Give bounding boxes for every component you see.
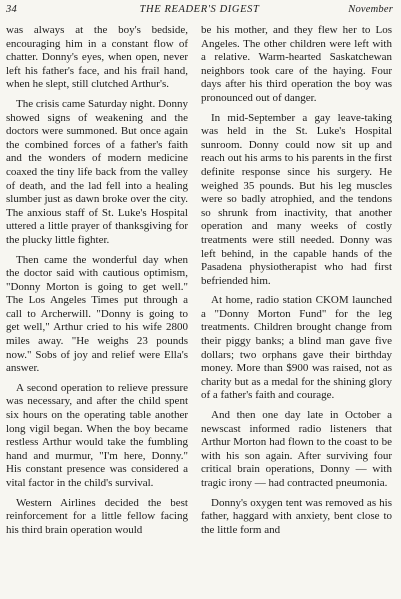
paragraph: And then one day late in October a newscast informed radio listeners that Arthur Morton had flown to the coast to be with his son again. After surviving four critical brain operations, Donny — with tragic irony — had contracted pneumonia. [201, 409, 392, 489]
left-column [6, 24, 188, 595]
paragraph: The crisis came Saturday night. Donny showed signs of weakening and the doctors were summoned. But once again the combined forces of a father's faith and the wonders of modern medicine coaxed the tiny life back from the valley of death, and the lad fell into a healing slumber just as dawn broke over the city. The anxious staff of St. Luke's Hospital uttered a little prayer of thanksgiving for the plucky little fighter. [6, 97, 188, 246]
paragraph: At home, radio station CKOM launched a "Donny Morton Fund" for the leg treatments. Children brought change from their piggy banks; a blind man gave five dollars; two orphans gave their birthday money. More than $900 was raised, not as charity but as a medal for the shining glory of a father's faith and courage. [201, 294, 392, 402]
page-number: 34 [6, 4, 17, 15]
paragraph: Donny's oxygen tent was removed as his father, haggard with anxiety, bent close to the little form and [201, 496, 392, 536]
paragraph: In mid-September a gay leave-taking was held in the St. Luke's Hospital sunroom. Donny could now sit up and reach out his arms to his parents in the first definite response since his surgery. He weighed 35 pounds. But his leg muscles were so badly atrophied, and the tendons so shrunk from inactivity, that another operation and many weeks of costly treatments were still needed. Donny was left behind, in the capable hands of the Pasadena physiotherapist who had first befriended him. [201, 111, 392, 287]
running-header [6, 4, 393, 18]
paragraph: be his mother, and they flew her to Los Angeles. The other children were left with a relative. Warm-hearted Saskatchewan neighbors took care of the haying. Four days after his third operation the boy was pronounced out of danger. [201, 24, 392, 104]
paragraph: Then came the wonderful day when the doctor said with cautious optimism, "Donny Morton is going to get well." The Los Angeles Times put through a call to Archerwill. "Donny is going to get well," Arthur cried to his wife 2800 miles away. "He weighs 23 pounds now." Sobs of joy and relief were Ella's answer. [6, 253, 188, 375]
publication-title: THE READER'S DIGEST [139, 4, 260, 15]
issue-month: November [348, 4, 393, 15]
right-column [201, 24, 392, 595]
paragraph: Western Airlines decided the best reinforcement for a little fellow facing his third brain operation would [6, 496, 188, 536]
paragraph: A second operation to relieve pressure was necessary, and after the child spent six hours on the operating table another long vigil began. When the boy became restless Arthur would take the fumbling hand and murmur, "I'm here, Donny." His constant presence was considered a vital factor in the child's survival. [6, 381, 188, 489]
paragraph: was always at the boy's bedside, encouraging him in a constant flow of chatter. Donny's eyes, when open, never left his father's face, and his frail hand, when he slept, still clutched Arthur's. [6, 24, 188, 91]
